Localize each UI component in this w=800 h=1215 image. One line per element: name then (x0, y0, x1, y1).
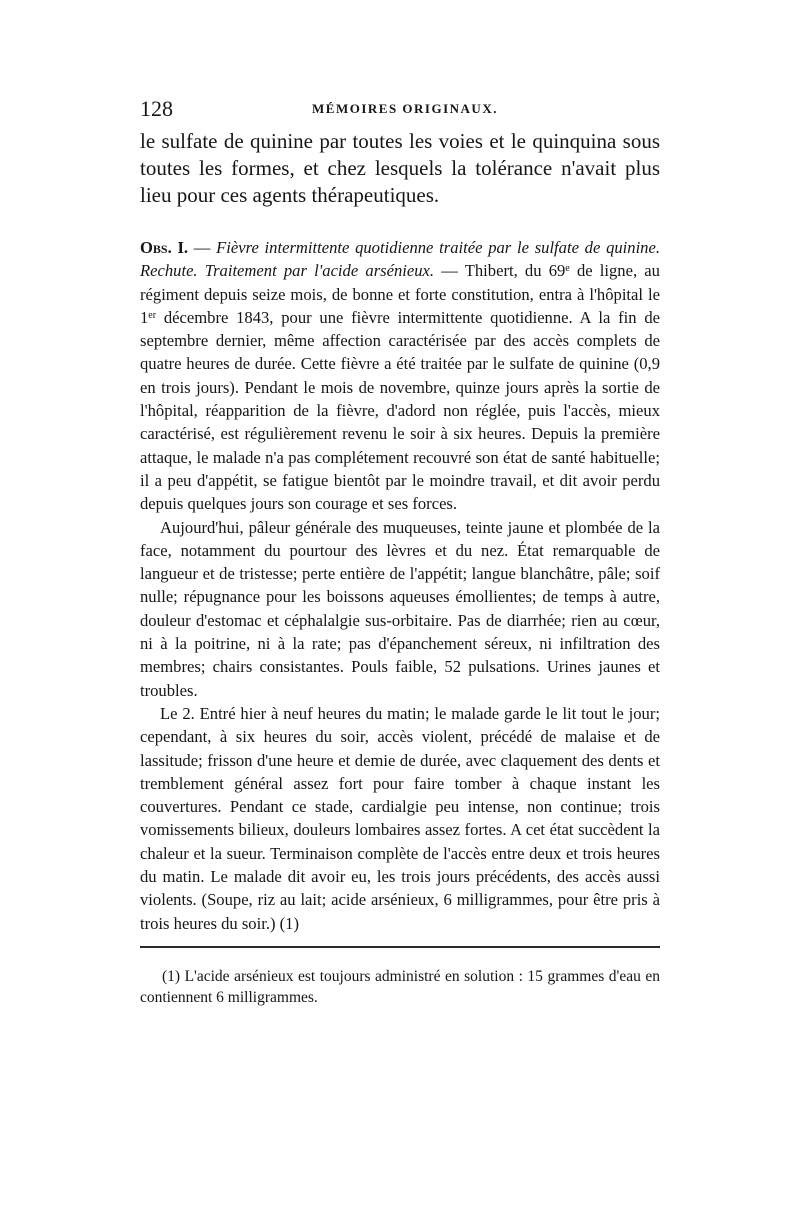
observation-body-part3: décembre 1843, pour une fièvre intermittente quotidienne. A la fin de septembre dernier, même affection caractérisée par des accès complets de quatre heures de durée. Cette fièvre a été traitée par le sulfate de quinine (0,9 en trois jours). Pendant le mois de novembre, quinze jours après la sortie de l'hôpital, réapparition de la fièvre, d'adord non réglée, puis l'accès, mieux caractérisé, est régulièrement revenu le soir à six heures. Depuis la première attaque, le malade n'a pas complétement recouvré son état de santé habituelle; il a peu d'appétit, se fatigue bientôt par le moindre travail, et dit avoir perdu depuis quelques jours son courage et ses forces. (140, 307, 660, 514)
observation-dash: — (188, 238, 217, 257)
book-page (140, 96, 660, 1023)
ordinal-superscript-1: e (565, 263, 570, 275)
observation-title: Fièvre intermittente quotidienne traitée par le sulfate de quinine. Rechute. Traitement par l'acide arsénieux. (140, 238, 660, 281)
observation-label: Obs. I. (140, 238, 189, 257)
footnote-separator-rule (140, 946, 660, 948)
page-number: 128 (140, 96, 173, 121)
page-header (140, 96, 660, 122)
observation-paragraph-2: Aujourd'hui, pâleur générale des muqueuses, teinte jaune et plombée de la face, notamment du pourtour des lèvres et du nez. État remarquable de langueur et de tristesse; perte entière de l'appétit; langue blanchâtre, pâle; soif nulle; répugnance pour les boissons aqueuses émollientes; de temps à autre, douleur d'estomac et céphalalgie sus-orbitaire. Pas de diarrhée; rien au cœur, ni à la poitrine, ni à la rate; pas d'épanchement séreux, ni infiltration des membres; chairs consistantes. Pouls faible, 52 pulsations. Urines jaunes et troubles. (140, 517, 660, 700)
observation-section (140, 236, 660, 935)
observation-body-part1: — Thibert, du 69 (434, 261, 566, 281)
intro-paragraph: le sulfate de quinine par toutes les voies et le quinquina sous toutes les formes, et chez lesquels la tolérance n'avait plus lieu pour ces agents thérapeutiques. (140, 129, 660, 207)
running-head: MÉMOIRES ORIGINAUX. (312, 101, 498, 116)
observation-paragraph-1 (140, 236, 660, 516)
observation-paragraph-3: Le 2. Entré hier à neuf heures du matin; le malade garde le lit tout le jour; cependant, à six heures du soir, accès violent, précédé de malaise et de lassitude; frisson d'une heure et demie de durée, avec claquement des dents et tremblement général assez fort pour faire tomber à chaque instant les couvertures. Pendant ce stade, cardialgie peu intense, non continue; trois vomissements bilieux, douleurs lombaires assez fortes. A cet état succèdent la chaleur et la sueur. Terminaison complète de l'accès entre deux et trois heures du matin. Le malade dit avoir eu, les trois jours précédents, des accès aussi violents. (Soupe, riz au lait; acide arsénieux, 6 milligrammes, pour être pris à trois heures du soir.) (1) (140, 703, 660, 933)
observation-body-part2: de ligne, au régiment depuis seize mois, de bonne et forte constitution, entra à l'hôpital le 1 (140, 261, 660, 327)
footnote: (1) L'acide arsénieux est toujours administré en solution : 15 grammes d'eau en contiennent 6 milligrammes. (140, 967, 660, 1006)
ordinal-superscript-2: er (148, 309, 157, 321)
